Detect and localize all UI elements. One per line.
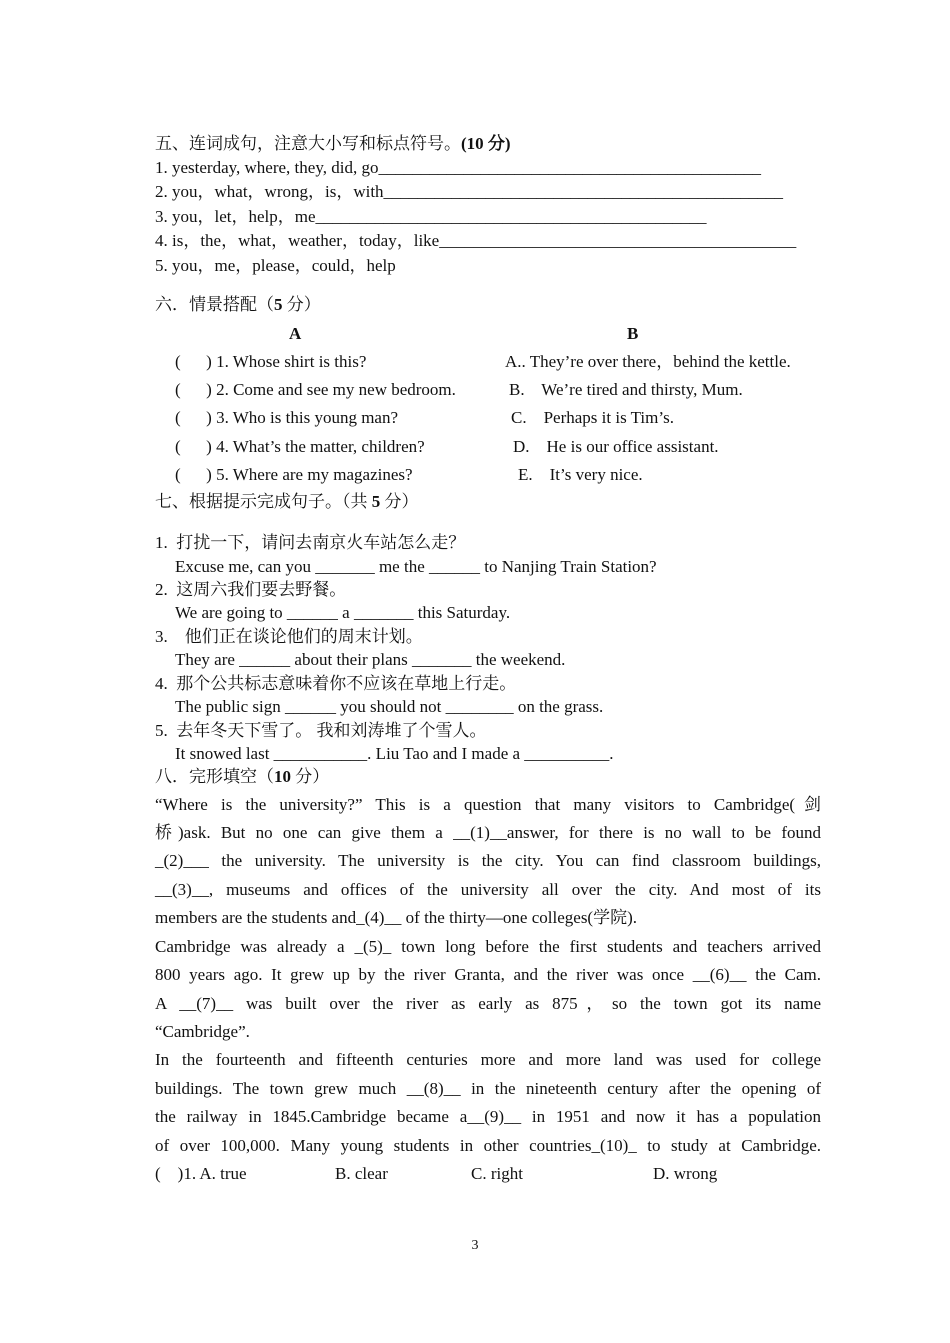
- section6-heading: [155, 294, 321, 316]
- section7-item-4-english: The public sign ______ you should not ________ on the grass.: [175, 697, 604, 716]
- match-left-1: ( ) 1. Whose shirt is this?: [175, 352, 367, 371]
- section8-heading-text: 八．完形填空（: [155, 767, 274, 786]
- cloze-question-1-stem: ( )1. A. true: [155, 1164, 247, 1183]
- passage-line-4: __(3)__, museums and offices of the university all over the city. And most of its: [155, 880, 821, 899]
- section8-heading: [155, 766, 329, 788]
- section7-item-3-chinese: 3. 他们正在谈论他们的周末计划。: [155, 627, 423, 646]
- passage-line-8: A __(7)__ was built over the river as early as 875，so the town got its name: [155, 994, 821, 1013]
- match-left-2: ( ) 2. Come and see my new bedroom.: [175, 380, 456, 399]
- section7-item-1-chinese: 1. 打扰一下，请问去南京火车站怎么走？: [155, 533, 466, 552]
- section7-item-5-english: It snowed last ___________. Liu Tao and I made a __________.: [175, 744, 614, 763]
- section7-heading-text: 七、根据提示完成句子。（共: [155, 492, 372, 511]
- section7-item-5-chinese: 5. 去年冬天下雪了。 我和刘涛堆了个雪人。: [155, 721, 487, 740]
- section8-points: 10: [274, 767, 291, 786]
- section7-item-2-english: We are going to ______ a _______ this Saturday.: [175, 603, 511, 622]
- match-right-4: D. He is our office assistant.: [513, 437, 719, 456]
- section5-item-3: 3. you，let，help，me______________________________________________: [155, 207, 707, 226]
- section7-points: 5: [371, 492, 381, 511]
- section7-item-2-chinese: 2. 这周六我们要去野餐。: [155, 580, 347, 599]
- passage-line-12: the railway in 1845.Cambridge became a__(9)__ in 1951 and now it has a population: [155, 1107, 821, 1126]
- section8-heading-tail: 分）: [291, 767, 330, 786]
- section6-points: 5: [274, 295, 283, 314]
- passage-line-9: “Cambridge”.: [155, 1022, 250, 1041]
- section7-item-4-chinese: 4. 那个公共标志意味着你不应该在草地上行走。: [155, 674, 517, 693]
- section6-heading-tail: 分）: [282, 295, 321, 314]
- passage-line-13: of over 100,000. Many young students in other countries_(10)_ to study at Cambridge.: [155, 1136, 821, 1155]
- cloze-question-1-option-d: D. wrong: [653, 1164, 718, 1183]
- cloze-question-1-option-c: C. right: [471, 1164, 523, 1183]
- match-left-5: ( ) 5. Where are my magazines?: [175, 465, 413, 484]
- passage-line-10: In the fourteenth and fifteenth centuries more and more land was used for college: [155, 1050, 821, 1069]
- section5-item-5: 5. you，me，please，could，help: [155, 256, 396, 275]
- match-right-5: E. It’s very nice.: [518, 465, 643, 484]
- section5-item-2: 2. you，what，wrong，is，with_______________________________________________: [155, 182, 784, 201]
- section7-heading: [155, 491, 419, 513]
- passage-line-7: 800 years ago. It grew up by the river Granta, and the river was once __(6)__ the Cam.: [155, 965, 821, 984]
- column-a-header: A: [289, 324, 302, 343]
- section7-item-1-english: Excuse me, can you _______ me the ______ to Nanjing Train Station?: [175, 557, 657, 576]
- section7-heading-tail: 分）: [380, 492, 419, 511]
- column-b-header: B: [627, 324, 639, 343]
- passage-line-5: members are the students and_(4)__ of the thirty—one colleges(学院).: [155, 908, 638, 927]
- passage-line-2: 桥)ask. But no one can give them a __(1)__answer, for there is no wall to be found: [155, 823, 821, 842]
- match-right-1: A.. They’re over there，behind the kettle.: [505, 352, 791, 371]
- passage-line-6: Cambridge was already a _(5)_ town long before the first students and teachers arrived: [155, 937, 821, 956]
- section5-points: (10 分): [461, 134, 511, 153]
- section5-item-1: 1. yesterday, where, they, did, go_____________________________________________: [155, 158, 761, 177]
- match-left-3: ( ) 3. Who is this young man?: [175, 408, 399, 427]
- match-right-2: B. We’re tired and thirsty, Mum.: [509, 380, 743, 399]
- page-number: 3: [471, 1238, 479, 1253]
- passage-line-11: buildings. The town grew much __(8)__ in the nineteenth century after the opening of: [155, 1079, 821, 1098]
- section6-heading-text: 六．情景搭配（: [155, 295, 274, 314]
- cloze-question-1-option-b: B. clear: [335, 1164, 388, 1183]
- passage-line-1: “Where is the university?” This is a question that many visitors to Cambridge(剑: [155, 795, 821, 814]
- section5-heading: [155, 133, 511, 155]
- match-right-3: C. Perhaps it is Tim’s.: [511, 408, 674, 427]
- section5-item-4: 4. is，the，what，weather，today，like__________________________________________: [155, 231, 797, 250]
- section7-item-3-english: They are ______ about their plans _______ the weekend.: [175, 650, 566, 669]
- section5-heading-text: 五、连词成句，注意大小写和标点符号。: [155, 134, 461, 153]
- match-left-4: ( ) 4. What’s the matter, children?: [175, 437, 425, 456]
- passage-line-3: _(2)___ the university. The university is the city. You can find classroom buildings,: [155, 851, 821, 870]
